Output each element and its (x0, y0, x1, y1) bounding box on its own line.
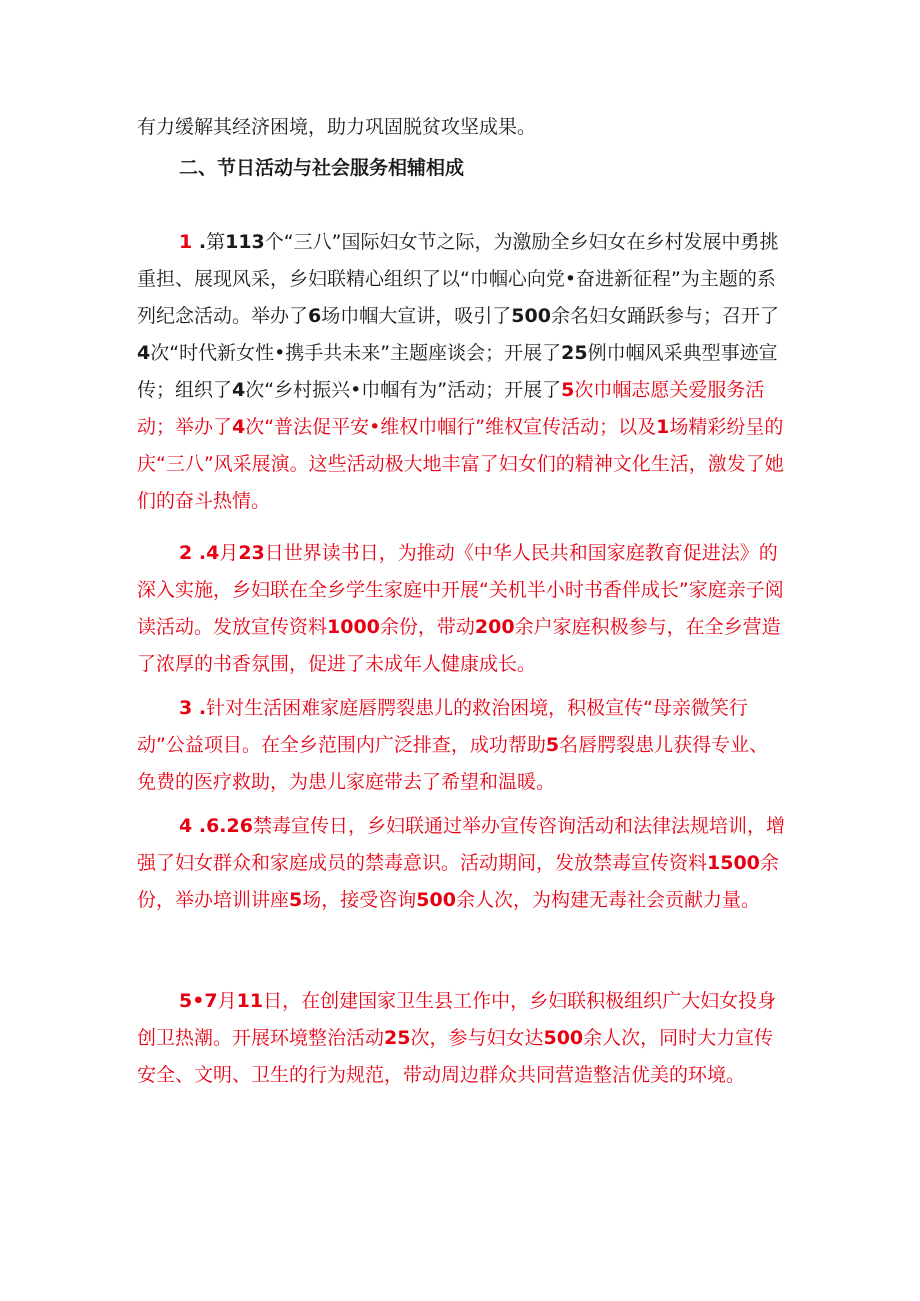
number-span: 5 (561, 379, 575, 401)
number-span: 11 (236, 990, 264, 1012)
text-span: 场，接受咨询 (302, 889, 417, 911)
text-span: 余名妇女踊跃参与；召开了 (550, 305, 779, 327)
number-span: 4 (137, 342, 151, 364)
paragraph-text: 有力缓解其经济困境，助力巩固脱贫攻坚成果。 (137, 116, 537, 138)
paragraph-item-5 (137, 983, 787, 1094)
item-separator: . (192, 542, 207, 564)
text-span: 次巾帼志愿关爱服务活动；举办了 (137, 379, 765, 438)
text-span: 第 (206, 231, 226, 253)
number-span: 4 (232, 379, 246, 401)
text-span: 名唇腭裂患儿获得专业、免费的医疗救助，为患儿家庭带去了希望和温暖。 (137, 734, 769, 793)
item-number: 3 (179, 697, 193, 719)
number-span: 25 (384, 1027, 411, 1049)
text-span: 日世界读书日，为推动《中华人民共和国家庭教育促进法》的深入实施，乡妇联在全乡学生家庭中开展“关机半小时书香伴成长”家庭亲子阅读活动。发放宣传资料 (137, 542, 784, 638)
number-span: 113 (225, 231, 265, 253)
number-span: 4 (232, 416, 246, 438)
item-number: 1 (179, 231, 193, 253)
text-span: 余户家庭积极参与，在全乡营造了浓厚的书香氛围，促进了未成年人健康成长。 (137, 616, 781, 675)
number-span: 200 (474, 616, 515, 638)
text-span: 余人次，为构建无毒社会贡献力量。 (455, 889, 760, 911)
text-span: 月 (219, 542, 239, 564)
text-span: 余份，举办培训讲座 (137, 852, 779, 911)
number-span: 6 (308, 305, 322, 327)
item-number: 2 (179, 542, 193, 564)
paragraph-item-3 (137, 690, 787, 801)
text-span: 例巾帼风采典型事迹宣传；组织了 (137, 342, 778, 401)
text-span: 针对生活困难家庭唇腭裂患儿的救治困境，积极宣传“母亲微笑行动”公益项目。在全乡范围内广泛排查，成功帮助 (137, 697, 748, 756)
text-span: 个“三八”国际妇女节之际，为激励全乡妇女在乡村发展中勇挑重担、展现风采，乡妇联精心组织了以“巾帼心向党•奋进新征程”为主题的系列纪念活动。举办了 (137, 231, 779, 327)
text-span: 月 (217, 990, 237, 1012)
number-span: 6.26 (206, 815, 253, 837)
text-span: 次“普法促平安•维权巾帼行”维权宣传活动；以及 (245, 416, 657, 438)
paragraph-continuation (137, 109, 787, 146)
item-separator: . (192, 815, 207, 837)
text-span: 余人次，同时大力宣传安全、文明、卫生的行为规范，带动周边群众共同营造整洁优美的环境。 (137, 1027, 774, 1086)
text-span: 余份，带动 (379, 616, 475, 638)
number-span: 5 (545, 734, 560, 756)
number-span: 500 (511, 305, 551, 327)
number-span: 1000 (327, 616, 380, 638)
item-number: 5•7 (179, 990, 218, 1012)
number-span: 1 (656, 416, 670, 438)
text-span: 禁毒宣传日，乡妇联通过举办宣传咨询活动和法律法规培训，增强了妇女群众和家庭成员的禁毒意识。活动期间，发放禁毒宣传资料 (137, 815, 785, 874)
section-heading (137, 150, 787, 187)
text-span: 次“时代新女性•携手共未来”主题座谈会；开展了 (150, 342, 562, 364)
number-span: 4 (206, 542, 220, 564)
number-span: 500 (543, 1027, 584, 1049)
text-span: 次，参与妇女达 (410, 1027, 544, 1049)
paragraph-item-2 (137, 535, 787, 683)
paragraph-item-1 (137, 224, 787, 520)
text-span: 场巾帼大宣讲，吸引了 (321, 305, 512, 327)
text-span: 日，在创建国家卫生县工作中，乡妇联积极组织广大妇女投身创卫热潮。开展环境整治活动 (137, 990, 777, 1049)
text-span: 场精彩纷呈的庆“三八”风采展演。这些活动极大地丰富了妇女们的精神文化生活，激发了她们的奋斗热情。 (137, 416, 784, 512)
text-span: 次“乡村振兴•巾帼有为”活动；开展了 (245, 379, 562, 401)
number-span: 23 (238, 542, 265, 564)
item-separator: . (192, 231, 207, 253)
heading-text: 二、节日活动与社会服务相辅相成 (179, 157, 465, 179)
number-span: 500 (416, 889, 456, 911)
item-number: 4 (179, 815, 193, 837)
item-separator: . (192, 697, 207, 719)
paragraph-item-4 (137, 808, 787, 919)
number-span: 25 (561, 342, 588, 364)
number-span: 5 (289, 889, 303, 911)
number-span: 1500 (707, 852, 760, 874)
